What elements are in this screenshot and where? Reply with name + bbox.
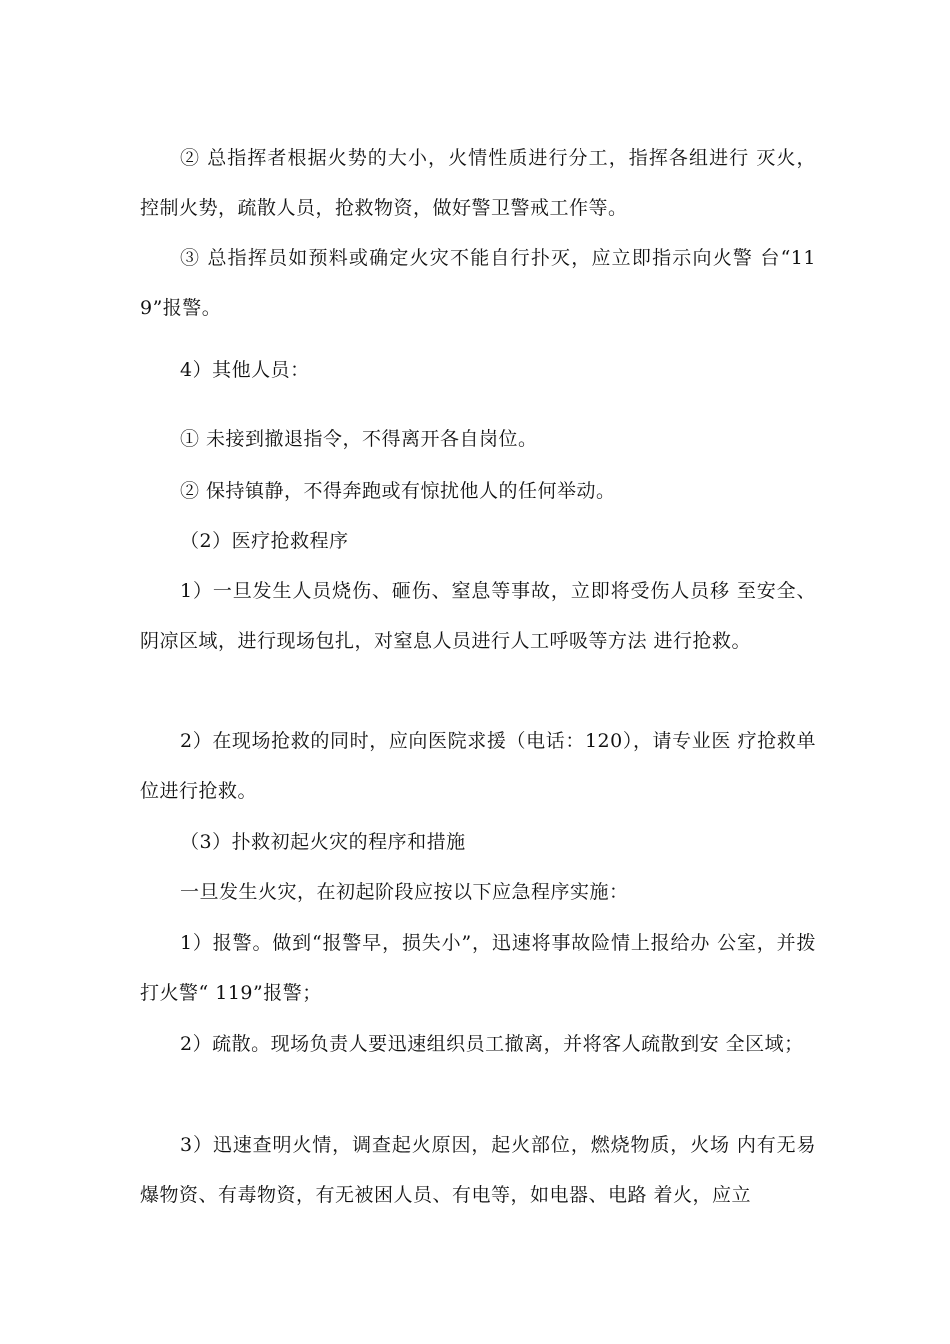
paragraph-keep-calm: ② 保持镇静，不得奔跑或有惊扰他人的任何举动。 [180, 480, 616, 502]
paragraph-stay-at-post: ① 未接到撤退指令，不得离开各自岗位。 [180, 428, 538, 450]
paragraph-report-alarm: 1）报警。做到“报警早，损失小”，迅速将事故险情上报给办 公室，并拨打火警“ 119”报警； [140, 932, 816, 1004]
section-heading-medical-rescue: （2）医疗抢救程序 [180, 530, 349, 552]
paragraph-commander-division: ② 总指挥者根据火势的大小，火情性质进行分工，指挥各组进行 灭火，控制火势，疏散人员，抢救物资，做好警卫警戒工作等。 [140, 147, 816, 219]
paragraph-evacuate: 2）疏散。现场负责人要迅速组织员工撤离，并将客人疏散到安 全区域； [180, 1033, 804, 1055]
paragraph-investigate-fire: 3）迅速查明火情，调查起火原因，起火部位，燃烧物质，火场 内有无易爆物资、有毒物资，有无被困人员、有电等，如电器、电路 着火，应立 [140, 1134, 816, 1206]
paragraph-call-hospital: 2）在现场抢救的同时，应向医院求援（电话：120），请专业医 疗抢救单位进行抢救。 [140, 730, 816, 802]
paragraph-call-119: ③ 总指挥员如预料或确定火灾不能自行扑灭，应立即指示向火警 台“119”报警。 [140, 247, 816, 319]
paragraph-other-staff-heading: 4）其他人员： [180, 359, 310, 381]
paragraph-emergency-procedure-intro: 一旦发生火灾，在初起阶段应按以下应急程序实施： [180, 881, 629, 903]
section-heading-initial-fire: （3）扑救初起火灾的程序和措施 [180, 831, 466, 853]
paragraph-move-injured: 1）一旦发生人员烧伤、砸伤、窒息等事故，立即将受伤人员移 至安全、阴凉区域，进行现场包扎，对窒息人员进行人工呼吸等方法 进行抢救。 [140, 580, 816, 652]
